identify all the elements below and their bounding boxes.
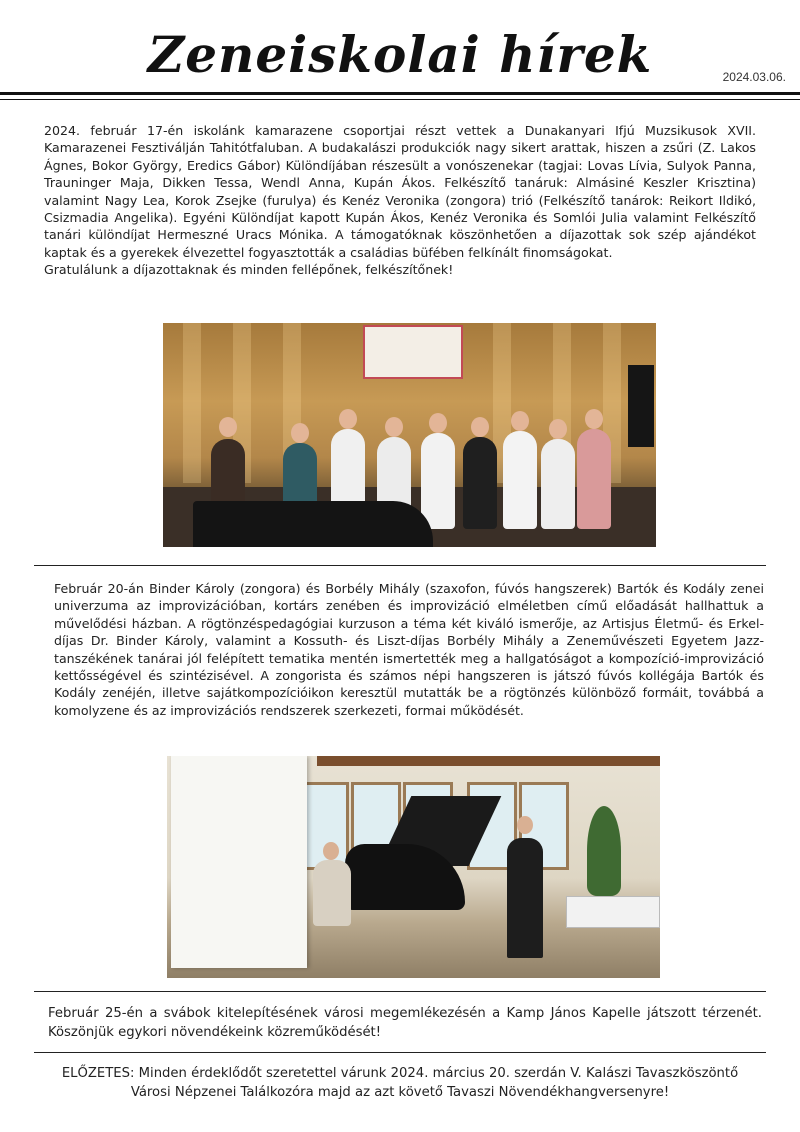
plant-decoration [587,806,621,896]
masthead-rule-thick [0,92,800,95]
flipchart [171,756,307,968]
newsletter-title: Zeneiskolai hírek [147,25,653,84]
article-chamber-festival [44,122,756,279]
article-paragraph: 2024. február 17-én iskolánk kamarazene csoportjai részt vettek a Dunakanyari Ifjú Muzsikusok XVII. Kamarazenei Fesztiválján Tahitótfaluban. A budakalászi produkciók nagy sikert arattak, hiszen a zsűri (Z. Lakos Ágnes, Bokor György, Eredics Gábor) Különdíjában részesült a vonószenekar (tagjai: Lovas Lívia, Sulyok Panna, Trauninger Maja, Dikken Tessa, Wendl Anna, Kupán Ákos. Felkészítő tanáruk: Almásiné Keszler Krisztina) valamint Nagy Lea, Korok Zsejke (furulya) és Kenéz Veronika (zongora) trió (Felkészítő tanárok: Reikort Ildikó, Csizmadia Angelika). Egyéni Különdíjat kapott Kupán Ákos, Kenéz Veronika és Somlói Julia valamint Felkészítő tanári különdíjat Hermeszné Uracs Mónika. A támogatóknak köszönhetően a díjazottak sok szép ajándékot kaptak és a gyerekek élvezettel fogyasztották a családias büfében felkínált finomságokat. [44,123,756,260]
pianist [313,860,351,926]
article-paragraph: Február 25-én a svábok kitelepítésének városi megemlékezésén a Kamp János Kapelle játszott térzenét. Köszönjük egykori növendékeink közreműködését! [48,1006,762,1040]
masthead [0,20,800,90]
article-paragraph: Február 20-án Binder Károly (zongora) és Borbély Mihály (szaxofon, fúvós hangszerek) Bartók és Kodály zenei univerzuma az improvizációban, kortárs zenében és improvizáció elméletben című előadását hallhattuk a művelődési házban. A rögtönzéspedagógiai kurzuson a téma két kiváló ismerője, az Artisjus Életmű- és Erkel-díjas Dr. Binder Károly, valamint a Kossuth- és Liszt-díjas Borbély Mihály a Zeneművészeti Egyetem Jazz-tanszékének tanárai jól felépített tematika mentén ismertették meg a hallgatóságot a kompozíció-improvizáció kettősségével és szintézisével. A zongorista és számos népi hangszeren is játszó fúvós kollégája Bartók és Kodály zenéjén, illetve sajátkompozícióikon keresztül mutatták be a rögtönzés különböző formáit, továbbá a komolyzene és az improvizációs rendszerek szerkezeti, formai működését. [54,581,764,718]
issue-date: 2024.03.06. [722,70,786,84]
article-improvisation-lecture [54,580,764,719]
article-paragraph: Gratulálunk a díjazottaknak és minden fellépőnek, felkészítőnek! [44,262,454,278]
section-divider [34,565,766,566]
photo-festival-group [163,323,656,547]
masthead-rule-thin [0,99,800,100]
saxophonist [507,838,543,958]
banner-decoration [363,325,463,379]
grand-piano [193,501,433,547]
speaker-decoration [628,365,654,447]
section-divider [34,991,766,992]
section-divider [34,1052,766,1053]
photo-piano-sax-lecture [167,756,660,978]
article-preview-announcement [60,1064,740,1102]
article-commemoration [48,1004,762,1042]
article-paragraph: ELŐZETES: Minden érdeklődőt szeretettel várunk 2024. március 20. szerdán V. Kalászi Tavaszköszöntő Városi Népzenei Találkozóra majd az azt követő Tavaszi Növendékhangversenyre! [61,1066,739,1100]
table [566,896,660,928]
